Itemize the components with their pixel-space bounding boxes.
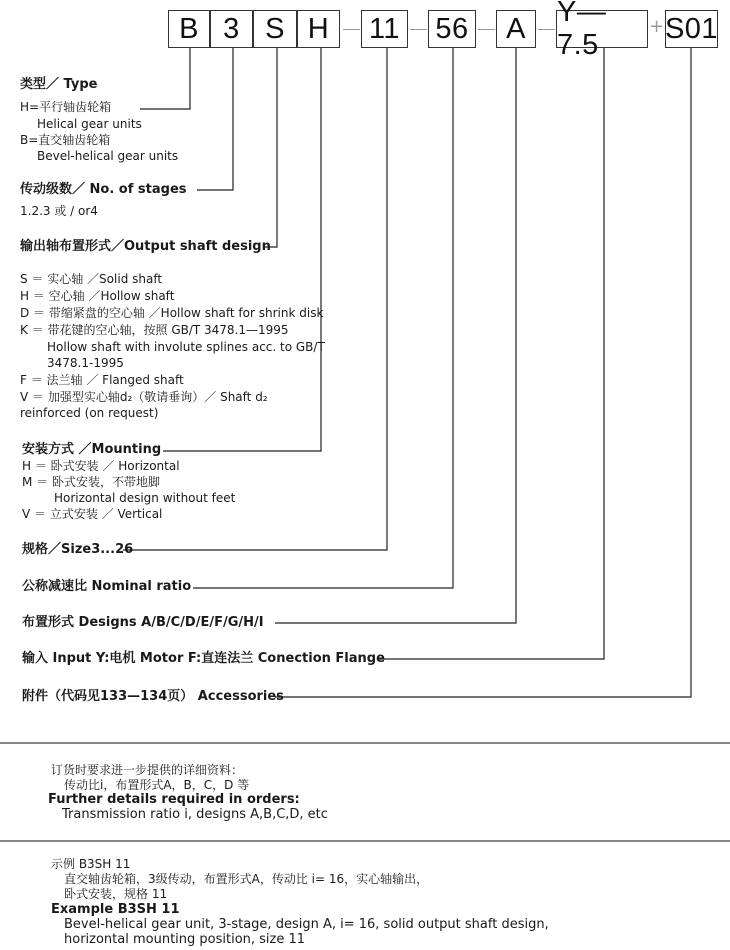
example-en-line2: horizontal mounting position, size 11 (64, 932, 306, 947)
connector-design (275, 48, 516, 623)
mounting-item-h: H ＝ 卧式安装 ／ Horizontal (22, 459, 180, 473)
mounting-item-m-english: Horizontal design without feet (54, 491, 236, 505)
order-details-cn-items: 传动比i，布置形式A，B，C，D 等 (64, 778, 250, 792)
shaft-item-k-english: Hollow shaft with involute splines acc. to GB/T (47, 340, 325, 354)
example-en-title: Example B3SH 11 (51, 902, 180, 917)
shaft-heading: 输出轴布置形式／Output shaft design (20, 239, 271, 254)
shaft-item-h: H ＝ 空心轴 ／Hollow shaft (20, 289, 175, 303)
shaft-item-f: F ＝ 法兰轴 ／ Flanged shaft (20, 373, 184, 387)
code-box-type: B (168, 10, 210, 48)
order-details-cn-title: 订货时要求进一步提供的详细资料： (51, 763, 244, 777)
section-divider (0, 742, 730, 744)
code-box-shaft: S (253, 10, 297, 48)
shaft-item-k-standard: 3478.1-1995 (47, 356, 124, 370)
shaft-item-v: V ＝ 加强型实心轴d₂（敬请垂询）／ Shaft d₂ (20, 390, 268, 404)
shaft-item-s: S ＝ 实心轴 ／Solid shaft (20, 272, 163, 286)
type-h-line: H=平行轴齿轮箱 (20, 100, 112, 114)
shaft-item-k: K ＝ 带花键的空心轴，按照 GB/T 3478.1—1995 (20, 323, 289, 337)
example-en-line1: Bevel-helical gear unit, 3-stage, design A, i= 16, solid output shaft design, (64, 917, 549, 932)
shaft-item-v-note: reinforced (on request) (20, 406, 159, 420)
accessories-label: 附件（代码见133—134页） Accessories (22, 689, 284, 704)
connector-type (140, 48, 190, 109)
ratio-label: 公称减速比 Nominal ratio (22, 579, 192, 594)
type-b-english: Bevel-helical gear units (37, 149, 179, 163)
order-details-en-title: Further details required in orders: (48, 792, 300, 807)
code-box-design: A (496, 10, 536, 48)
code-box-ratio: 56 (428, 10, 476, 48)
example-cn-line1: 直交轴齿轮箱，3级传动，布置形式A，传动比 i= 16，实心轴输出， (64, 872, 429, 886)
code-box-stages: 3 (210, 10, 253, 48)
connector-shaft (264, 48, 277, 247)
code-plus-sign: + (649, 16, 665, 37)
mounting-item-m: M ＝ 卧式安装，不带地脚 (22, 475, 160, 489)
mounting-heading: 安装方式 ／Mounting (22, 442, 162, 457)
section-divider (0, 840, 730, 842)
code-box-mounting: H (297, 10, 340, 48)
code-box-size: 11 (361, 10, 408, 48)
designs-label: 布置形式 Designs A/B/C/D/E/F/G/H/I (22, 615, 264, 630)
connector-stages (197, 48, 233, 190)
type-b-line: B=直交轴齿轮箱 (20, 133, 111, 147)
connector-accessory (275, 48, 691, 697)
order-details-en-items: Transmission ratio i, designs A,B,C,D, etc (62, 807, 328, 822)
size-label: 规格／Size3...26 (22, 542, 134, 557)
code-box-input: Y—7.5 (556, 10, 648, 48)
example-cn-title: 示例 B3SH 11 (51, 857, 131, 871)
connector-input (377, 48, 604, 659)
type-heading: 类型／ Type (20, 77, 98, 92)
stages-values: 1.2.3 或 / or4 (20, 204, 98, 218)
input-label: 输入 Input Y:电机 Motor F:直连法兰 Conection Flange (22, 651, 385, 666)
code-box-accessory: S01 (665, 10, 718, 48)
mounting-item-v: V ＝ 立式安装 ／ Vertical (22, 507, 163, 521)
type-h-english: Helical gear units (37, 117, 142, 131)
shaft-item-d: D ＝ 带缩紧盘的空心轴 ／Hollow shaft for shrink disk (20, 306, 324, 320)
stages-heading: 传动级数／ No. of stages (20, 182, 187, 197)
example-cn-line2: 卧式安装，规格 11 (64, 887, 168, 901)
